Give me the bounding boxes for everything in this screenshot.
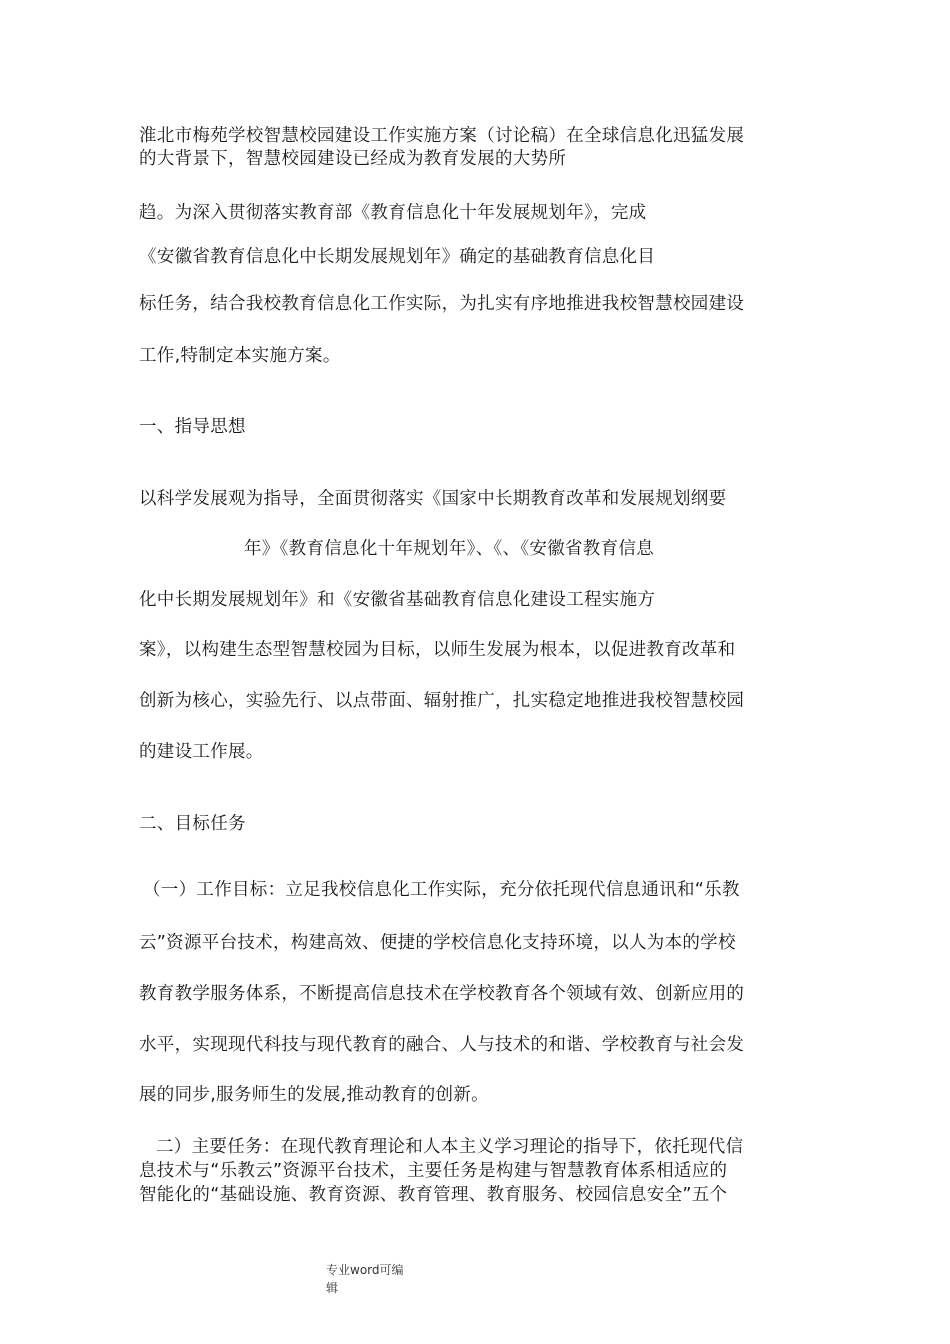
section2-goal-line-1: （一）工作目标：立足我校信息化工作实际，充分依托现代信息通讯和“乐教 <box>143 880 740 900</box>
section2-goal-line-5: 展的同步,服务师生的发展,推动教育的创新。 <box>139 1085 489 1105</box>
section1-line-4: 案》，以构建生态型智慧校园为目标，以师生发展为根本，以促进教育改革和 <box>139 640 736 660</box>
section2-goal-line-3: 教育教学服务体系，不断提高信息技术在学校教育各个领域有效、创新应用的 <box>139 984 745 1004</box>
section2-goal-line-2: 云”资源平台技术，构建高效、便捷的学校信息化支持环境，以人为本的学校 <box>139 933 736 953</box>
section2-goal-line-4: 水平，实现现代科技与现代教育的融合、人与技术的和谐、学校教育与社会发 <box>139 1035 745 1055</box>
footer-note-line-1: 专业word可编 <box>326 1263 404 1277</box>
section2-heading: 二、目标任务 <box>139 814 246 834</box>
section2-task-line-2: 息技术与“乐教云”资源平台技术，主要任务是构建与智慧教育体系相适应的 <box>139 1161 728 1181</box>
intro-line-5: 标任务，结合我校教育信息化工作实际，为扎实有序地推进我校智慧校园建设 <box>139 294 745 314</box>
intro-line-1: 淮北市梅苑学校智慧校园建设工作实施方案（讨论稿）在全球信息化迅猛发展 <box>139 126 745 146</box>
section1-line-6: 的建设工作展。 <box>139 742 264 762</box>
intro-line-3: 趋。为深入贯彻落实教育部《教育信息化十年发展规划年》，完成 <box>139 203 647 223</box>
footer-note-line-2: 辑 <box>326 1281 339 1295</box>
section1-heading: 一、指导思想 <box>139 417 246 437</box>
section2-task-line-3: 智能化的“基础设施、教育资源、教育管理、教育服务、校园信息安全”五个 <box>139 1185 728 1205</box>
section2-task-line-1: 二）主要任务：在现代教育理论和人本主义学习理论的指导下，依托现代信 <box>156 1137 744 1157</box>
section1-line-1: 以科学发展观为指导，全面贯彻落实《国家中长期教育改革和发展规划纲要 <box>139 489 727 509</box>
section1-line-5: 创新为核心，实验先行、以点带面、辐射推广，扎实稳定地推进我校智慧校园 <box>139 691 745 711</box>
intro-line-2: 的大背景下，智慧校园建设已经成为教育发展的大势所 <box>139 149 567 169</box>
section1-line-2: 年》《教育信息化十年规划年》、《、《安徽省教育信息 <box>244 539 654 559</box>
intro-line-4: 《安徽省教育信息化中长期发展规划年》确定的基础教育信息化目 <box>139 247 656 267</box>
intro-line-6: 工作,特制定本实施方案。 <box>139 346 341 366</box>
section1-line-3: 化中长期发展规划年》和《安徽省基础教育信息化建设工程实施方 <box>139 590 656 610</box>
